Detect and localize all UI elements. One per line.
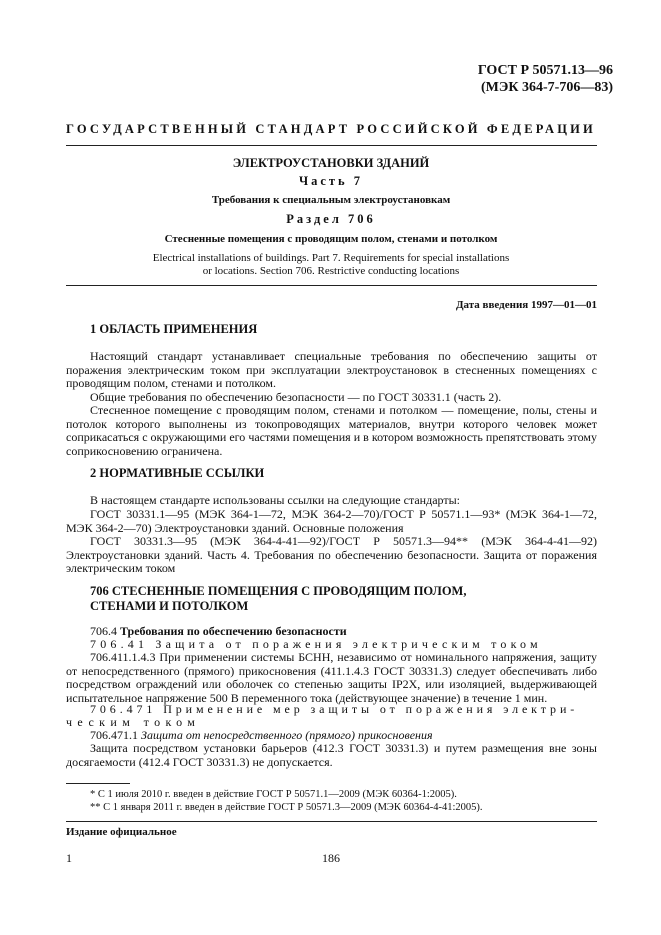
english-title [66,252,596,277]
document-title: ЭЛЕКТРОУСТАНОВКИ ЗДАНИЙ [232,156,430,170]
banner-word: СТАНДАРТ [255,122,351,136]
clause-number: 706.4 [90,624,117,638]
gost-number: ГОСТ Р 50571.13—96 [477,63,613,78]
section-706-heading-line: СТЕНАМИ И ПОТОЛКОМ [90,599,249,613]
part-label: Часть 7 [298,174,364,188]
section-706-heading [90,584,466,614]
part-subtitle: Требования к специальным электроустановкам [211,194,451,206]
banner-word: ФЕДЕРАЦИИ [486,122,596,136]
clause-706-471-1-text: Защита посредством установки барьеров (412.3 ГОСТ 30331.3) и путем размещения вне зоны досягаемости (412.4 ГОСТ 30331.3) не допускается. [66,741,597,769]
banner-rule [66,145,597,146]
iec-number: (МЭК 364-7-706—83) [480,80,613,95]
scope-paragraph: Настоящий стандарт устанавливает специальные требования по обеспечению защиты от поражения электрическим током при эксплуатации электроустановок в стесненных помещениях с проводящим полом, стенами и потолком. [66,349,597,390]
footnote-2: ** С 1 января 2011 г. введен в действие ГОСТ Р 50571.3—2009 (МЭК 60364-4-41:2005). [90,802,483,813]
footnote-1: * С 1 июля 2010 г. введен в действие ГОСТ Р 50571.1—2009 (МЭК 60364-1:2005). [90,789,457,800]
footnote-separator [66,783,130,784]
banner-word: РОССИЙСКОЙ [356,122,481,136]
banner-word: ГОСУДАРСТВЕННЫЙ [66,122,250,136]
clause-title: Защита от непосредственного (прямого) прикосновения [141,728,433,742]
clause-706-41: 706.41 Защита от поражения электрическим током [90,637,542,651]
scope-general-requirements: Общие требования по обеспечению безопасности — по ГОСТ 30331.1 (часть 2). [90,390,502,404]
section-label: Раздел 706 [286,212,376,226]
references-intro: В настоящем стандарте использованы ссылки на следующие стандарты: [90,493,461,507]
effective-date: Дата введения 1997—01—01 [455,299,597,311]
reference-item: ГОСТ 30331.1—95 (МЭК 364-1—72, МЭК 364-2—70)/ГОСТ Р 50571.1—93* (МЭК 364-1—72, МЭК 364-2—70) Электроустановки зданий. Основные положения [66,507,597,535]
clause-706-471-line: ческим током [66,715,201,729]
official-edition-label: Издание официальное [66,826,177,838]
state-standard-banner [66,122,596,137]
section-subtitle: Стесненные помещения с проводящим полом, стенами и потолком [164,233,498,245]
section-1-heading: 1 ОБЛАСТЬ ПРИМЕНЕНИЯ [90,322,258,336]
page-number: 186 [322,851,340,865]
title-rule [66,285,597,286]
clause-number: 706.471.1 [90,728,138,742]
english-title-line: Electrical installations of buildings. Part 7. Requirements for special installations [152,252,510,264]
english-title-line: or locations. Section 706. Restrictive conducting locations [202,264,460,277]
clause-706-471-line: 706.471 Применение мер защиты от поражения электри- [90,702,579,716]
section-706-heading-line: 706 СТЕСНЕННЫЕ ПОМЕЩЕНИЯ С ПРОВОДЯЩИМ ПОЛОМ, [90,584,467,598]
clause-title: Требования по обеспечению безопасности [120,624,347,638]
scope-definition: Стесненное помещение с проводящим полом, стенами и потолком — помещение, полы, стены и потолок которого выполнены из токопроводящих материалов, внутри которого человек может соприкасаться с окружающими его частями помещения и в котором возможность препятствовать этому соприкосновению ограничена. [66,403,597,458]
sheet-number: 1 [66,851,72,865]
footer-rule [66,821,597,822]
clause-706-411-1-4-3: 706.411.1.4.3 При применении системы БСНН, независимо от номинального напряжения, защиту от непосредственного (прямого) прикосновения (411.1.4.3 ГОСТ 30331.3) следует обеспечивать либо посредством ограждений или оболочек со степенью защиты IP2X, или изоляцией, выдерживающей испытательное напряжение 500 В переменного тока (действующее значение) в течение 1 мин. [66,650,597,705]
section-2-heading: 2 НОРМАТИВНЫЕ ССЫЛКИ [90,466,265,480]
reference-item: ГОСТ 30331.3—95 (МЭК 364-4-41—92)/ГОСТ Р 50571.3—94** (МЭК 364-4-41—92) Электроустановки зданий. Часть 4. Требования по обеспечению безопасности. Защита от поражения электрическим током [66,534,597,575]
